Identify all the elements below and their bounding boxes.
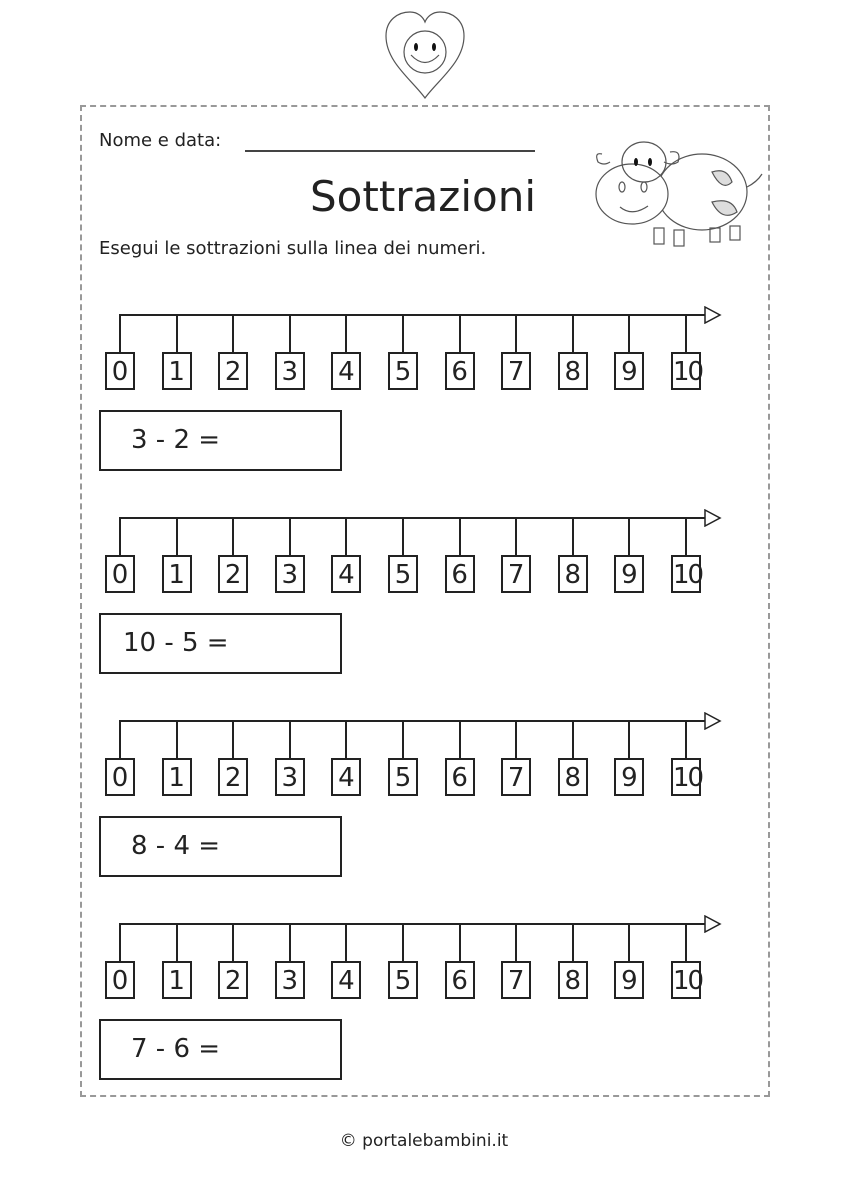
number-box: 4	[331, 758, 361, 796]
number-box: 3	[275, 961, 305, 999]
number-box: 2	[218, 758, 248, 796]
number-line-tick	[119, 314, 121, 353]
number-box: 4	[331, 555, 361, 593]
number-box: 10	[671, 352, 701, 390]
number-line-tick	[289, 314, 291, 353]
number-line-tick	[459, 517, 461, 556]
number-line-tick	[402, 923, 404, 962]
number-line-tick	[459, 923, 461, 962]
number-box: 1	[162, 758, 192, 796]
number-line-tick	[289, 517, 291, 556]
instruction-text: Esegui le sottrazioni sulla linea dei numeri.	[99, 238, 487, 259]
number-line-tick	[345, 517, 347, 556]
arrow-head-icon	[704, 306, 722, 324]
number-line-tick	[628, 517, 630, 556]
number-line-tick	[176, 314, 178, 353]
number-box: 6	[445, 961, 475, 999]
equation-box[interactable]: 7 - 6 =	[99, 1019, 342, 1080]
number-box: 8	[558, 352, 588, 390]
number-line-tick	[515, 923, 517, 962]
number-box: 0	[105, 555, 135, 593]
number-box: 5	[388, 352, 418, 390]
number-line-tick	[685, 517, 687, 556]
arrow-head-icon	[704, 712, 722, 730]
number-line-tick	[119, 517, 121, 556]
cow-illustration-icon	[592, 132, 768, 250]
number-line-axis	[119, 923, 707, 925]
number-line-tick	[685, 923, 687, 962]
number-line-tick	[232, 517, 234, 556]
number-box: 9	[614, 758, 644, 796]
number-box: 3	[275, 555, 305, 593]
number-line-tick	[289, 923, 291, 962]
heart-smiley-icon	[382, 10, 468, 100]
equation-box[interactable]: 8 - 4 =	[99, 816, 342, 877]
number-box: 1	[162, 961, 192, 999]
number-line-tick	[628, 923, 630, 962]
number-line-tick	[402, 720, 404, 759]
number-line-axis	[119, 517, 707, 519]
number-line-tick	[119, 923, 121, 962]
equation-box[interactable]: 10 - 5 =	[99, 613, 342, 674]
arrow-head-icon	[704, 915, 722, 933]
number-box: 2	[218, 555, 248, 593]
number-box: 6	[445, 758, 475, 796]
number-box: 5	[388, 961, 418, 999]
number-box: 7	[501, 555, 531, 593]
number-box: 7	[501, 352, 531, 390]
number-box: 2	[218, 961, 248, 999]
number-box: 5	[388, 758, 418, 796]
number-line-tick	[402, 517, 404, 556]
number-box: 9	[614, 555, 644, 593]
number-box: 0	[105, 961, 135, 999]
number-box: 10	[671, 961, 701, 999]
number-box: 3	[275, 758, 305, 796]
number-box: 10	[671, 758, 701, 796]
number-box: 6	[445, 352, 475, 390]
number-box: 1	[162, 555, 192, 593]
number-line-tick	[176, 923, 178, 962]
number-box: 7	[501, 961, 531, 999]
name-date-label: Nome e data:	[99, 130, 222, 151]
number-box: 8	[558, 961, 588, 999]
number-box: 6	[445, 555, 475, 593]
number-line-tick	[232, 720, 234, 759]
equation-box[interactable]: 3 - 2 =	[99, 410, 342, 471]
number-line-tick	[515, 720, 517, 759]
number-line-tick	[628, 720, 630, 759]
number-line-tick	[232, 923, 234, 962]
number-line-tick	[345, 923, 347, 962]
number-box: 0	[105, 758, 135, 796]
number-box: 10	[671, 555, 701, 593]
number-box: 8	[558, 555, 588, 593]
number-line-tick	[685, 314, 687, 353]
number-line-tick	[628, 314, 630, 353]
number-box: 4	[331, 352, 361, 390]
number-box: 2	[218, 352, 248, 390]
number-line-tick	[345, 314, 347, 353]
number-line-tick	[685, 720, 687, 759]
number-line-tick	[515, 517, 517, 556]
number-line-tick	[289, 720, 291, 759]
number-box: 3	[275, 352, 305, 390]
name-date-line[interactable]	[245, 150, 535, 152]
number-box: 5	[388, 555, 418, 593]
number-line-tick	[515, 314, 517, 353]
number-line-tick	[176, 517, 178, 556]
number-box: 0	[105, 352, 135, 390]
number-line-tick	[459, 720, 461, 759]
number-line-tick	[402, 314, 404, 353]
number-box: 9	[614, 352, 644, 390]
footer-credit: © portalebambini.it	[339, 1131, 509, 1151]
number-box: 4	[331, 961, 361, 999]
number-box: 7	[501, 758, 531, 796]
number-line-tick	[176, 720, 178, 759]
number-line-tick	[572, 720, 574, 759]
number-line-tick	[232, 314, 234, 353]
number-line-tick	[572, 314, 574, 353]
number-box: 1	[162, 352, 192, 390]
arrow-head-icon	[704, 509, 722, 527]
number-box: 9	[614, 961, 644, 999]
number-line-axis	[119, 314, 707, 316]
number-line-tick	[459, 314, 461, 353]
page-title: Sottrazioni	[310, 172, 536, 221]
number-line-tick	[345, 720, 347, 759]
number-line-axis	[119, 720, 707, 722]
number-line-tick	[572, 923, 574, 962]
number-box: 8	[558, 758, 588, 796]
number-line-tick	[119, 720, 121, 759]
number-line-tick	[572, 517, 574, 556]
